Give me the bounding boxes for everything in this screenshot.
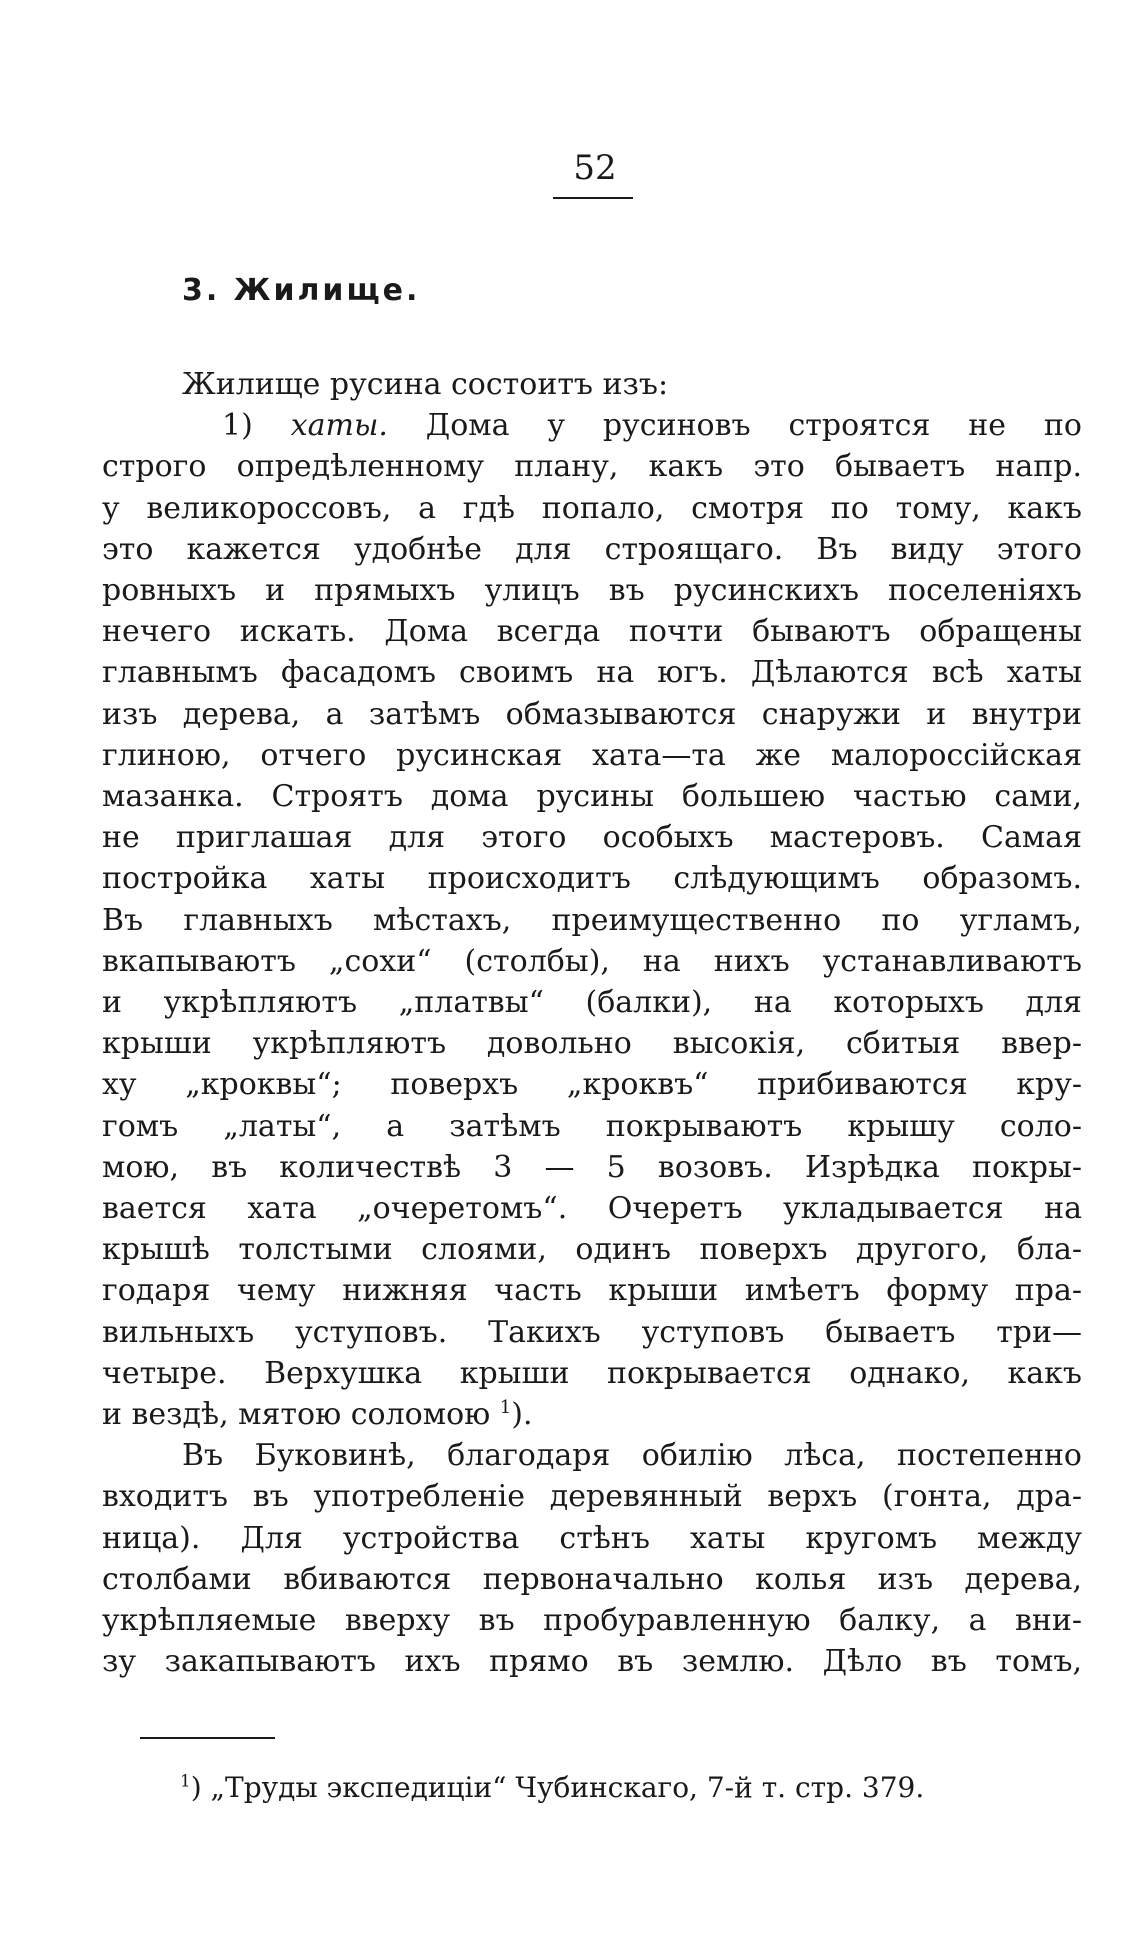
line-text: и укрѣпляютъ „платвы“ (балки), на которыхъ для [102,985,1082,1020]
text-line [102,530,1082,570]
line-text: и вездѣ, мятою соломою [102,1397,491,1432]
line-text: строго опредѣленному плану, какъ это бываетъ напр. [102,449,1082,484]
text-line [182,1436,1082,1476]
text-line [102,695,1082,735]
list-number: 1) [222,408,253,443]
line-text: ровныхъ и прямыхъ улицъ въ русинскихъ поселеніяхъ [102,573,1082,608]
text-line [102,1519,1082,1559]
line-text: изъ дерева, а затѣмъ обмазываются снаружи и внутри [102,697,1082,732]
line-text: входитъ въ употребленіе деревянный верхъ (гонта, дра- [102,1479,1082,1514]
text-line [102,489,1082,529]
text-line [102,1271,1082,1311]
text-line [102,1148,1082,1188]
line-text: ху „кроквы“; поверхъ „кроквъ“ прибиваются кру- [102,1067,1082,1102]
line-text: мою, въ количествѣ 3 — 5 возовъ. Изрѣдка покры- [102,1150,1082,1185]
text-line [102,612,1082,652]
line-text: вильныхъ уступовъ. Такихъ уступовъ бываетъ три— [102,1315,1082,1350]
line-text: вается хата „очеретомъ“. Очеретъ укладывается на [102,1191,1082,1226]
text-line [102,571,1082,611]
line-text: крышѣ толстыми слоями, одинъ поверхъ другого, бла- [102,1232,1082,1267]
line-text: это кажется удобнѣе для строящаго. Въ виду этого [102,532,1082,567]
text-line [102,1065,1082,1105]
text-line [102,1189,1082,1229]
line-text: Въ Буковинѣ, благодаря обилію лѣса, постепенно [182,1438,1082,1473]
footnote-divider [140,1737,275,1739]
line-text: ница). Для устройства стѣнъ хаты кругомъ между [102,1521,1082,1556]
text-line [102,901,1082,941]
line-text: вкапываютъ „сохи“ (столбы), на нихъ устанавливаютъ [102,944,1082,979]
text-line [102,859,1082,899]
line-text: постройка хаты происходитъ слѣдующимъ образомъ. [102,861,1082,896]
footnote-text: ) „Труды экспедиціи“ Чубинскаго, 7-й т. стр. 379. [190,1771,925,1804]
line-text: Жилище русина состоитъ изъ: [182,367,669,402]
text-line [102,1024,1082,1064]
text-line [102,653,1082,693]
text-line [182,365,1082,405]
text-line [102,1313,1082,1353]
line-suffix: ). [511,1397,533,1432]
text-line [102,1477,1082,1517]
footnote [180,1768,1060,1808]
line-text: крыши укрѣпляютъ довольно высокія, сбитыя ввер- [102,1026,1082,1061]
line-text: годаря чему нижняя часть крыши имѣетъ форму пра- [102,1273,1082,1308]
text-line [102,1601,1082,1641]
text-line [222,406,1082,446]
line-text: столбами вбиваются первоначально колья изъ дерева, [102,1562,1082,1597]
text-line [102,818,1082,858]
text-line [102,1395,1082,1435]
line-text: мазанка. Строятъ дома русины большею частью сами, [102,779,1082,814]
line-text: у великороссовъ, а гдѣ попало, смотря по тому, какъ [102,491,1082,526]
text-line [102,1107,1082,1147]
text-line [102,1354,1082,1394]
text-line [102,447,1082,487]
page-number: 52 [573,148,617,188]
text-line [102,736,1082,776]
text-line [102,942,1082,982]
line-text: не приглашая для этого особыхъ мастеровъ. Самая [102,820,1082,855]
footnote-mark: 1 [180,1770,191,1791]
line-text: гомъ „латы“, а затѣмъ покрываютъ крышу соло- [102,1109,1082,1144]
line-text: четыре. Верхушка крыши покрывается однако, какъ [102,1356,1082,1391]
line-text: нечего искать. Дома всегда почти бываютъ обращены [102,614,1082,649]
line-text: укрѣпляемые вверху въ пробуравленную балку, а вни- [102,1603,1082,1638]
text-line [102,1230,1082,1270]
line-text: зу закапываютъ ихъ прямо въ землю. Дѣло въ томъ, [102,1644,1082,1679]
text-line [102,1560,1082,1600]
section-heading: 3. Жилище. [182,273,421,308]
footnote-reference: 1 [499,1397,512,1418]
text-line [102,1642,1082,1682]
text-line [102,777,1082,817]
text-line [102,983,1082,1023]
page-number-underline [553,197,633,199]
line-text: хаты. Дома у русиновъ строятся не по [290,408,1082,443]
line-text: Въ главныхъ мѣстахъ, преимущественно по угламъ, [102,903,1082,938]
line-text: главнымъ фасадомъ своимъ на югъ. Дѣлаются всѣ хаты [102,655,1082,690]
line-text: глиною, отчего русинская хата—та же малороссійская [102,738,1082,773]
